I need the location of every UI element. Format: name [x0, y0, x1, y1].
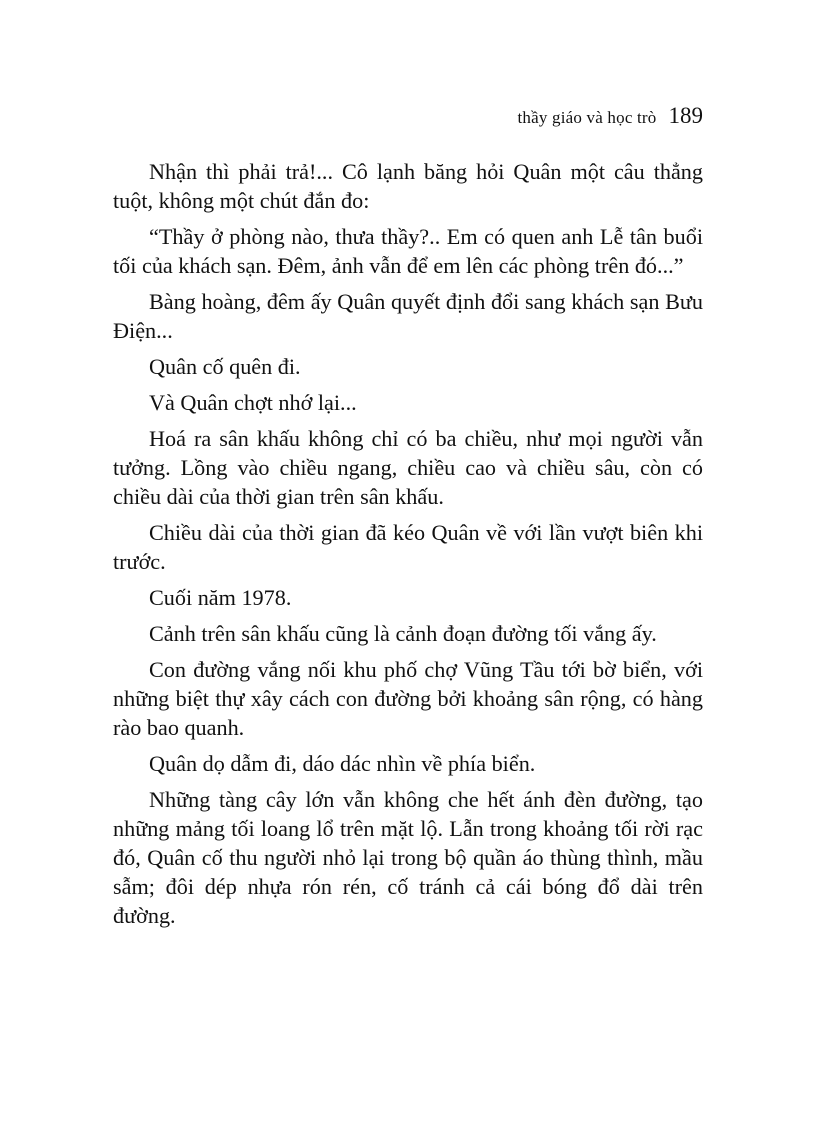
paragraph: Chiều dài của thời gian đã kéo Quân về với lần vượt biên khi trước. [113, 520, 703, 574]
body-text [113, 157, 703, 937]
paragraph: Nhận thì phải trả!... Cô lạnh băng hỏi Quân một câu thẳng tuột, không một chút đắn đo: [113, 159, 703, 213]
running-title: thầy giáo và học trò [517, 108, 657, 127]
paragraph: Quân cố quên đi. [149, 354, 301, 379]
page-header [517, 103, 703, 129]
paragraph: Cuối năm 1978. [149, 585, 292, 610]
paragraph: Con đường vắng nối khu phố chợ Vũng Tầu tới bờ biển, với những biệt thự xây cách con đường bởi khoảng sân rộng, có hàng rào bao quanh. [113, 657, 703, 740]
paragraph: Và Quân chợt nhớ lại... [149, 390, 357, 415]
paragraph: Cảnh trên sân khấu cũng là cảnh đoạn đường tối vắng ấy. [149, 621, 657, 646]
paragraph: Quân dọ dẫm đi, dáo dác nhìn về phía biển. [149, 751, 536, 776]
paragraph: Hoá ra sân khấu không chỉ có ba chiều, như mọi người vẫn tưởng. Lồng vào chiều ngang, chiều cao và chiều sâu, còn có chiều dài của thời gian trên sân khấu. [113, 426, 703, 509]
page-number: 189 [668, 103, 703, 128]
paragraph: “Thầy ở phòng nào, thưa thầy?.. Em có quen anh Lễ tân buổi tối của khách sạn. Đêm, ảnh vẫn để em lên các phòng trên đó...” [113, 224, 703, 278]
paragraph: Những tàng cây lớn vẫn không che hết ánh đèn đường, tạo những mảng tối loang lổ trên mặt lộ. Lẫn trong khoảng tối rời rạc đó, Quân cố thu người nhỏ lại trong bộ quần áo thùng thình, mầu sẫm; đôi dép nhựa rón rén, cố tránh cả cái bóng đổ dài trên đường. [113, 787, 703, 928]
paragraph: Bàng hoàng, đêm ấy Quân quyết định đổi sang khách sạn Bưu Điện... [113, 289, 703, 343]
